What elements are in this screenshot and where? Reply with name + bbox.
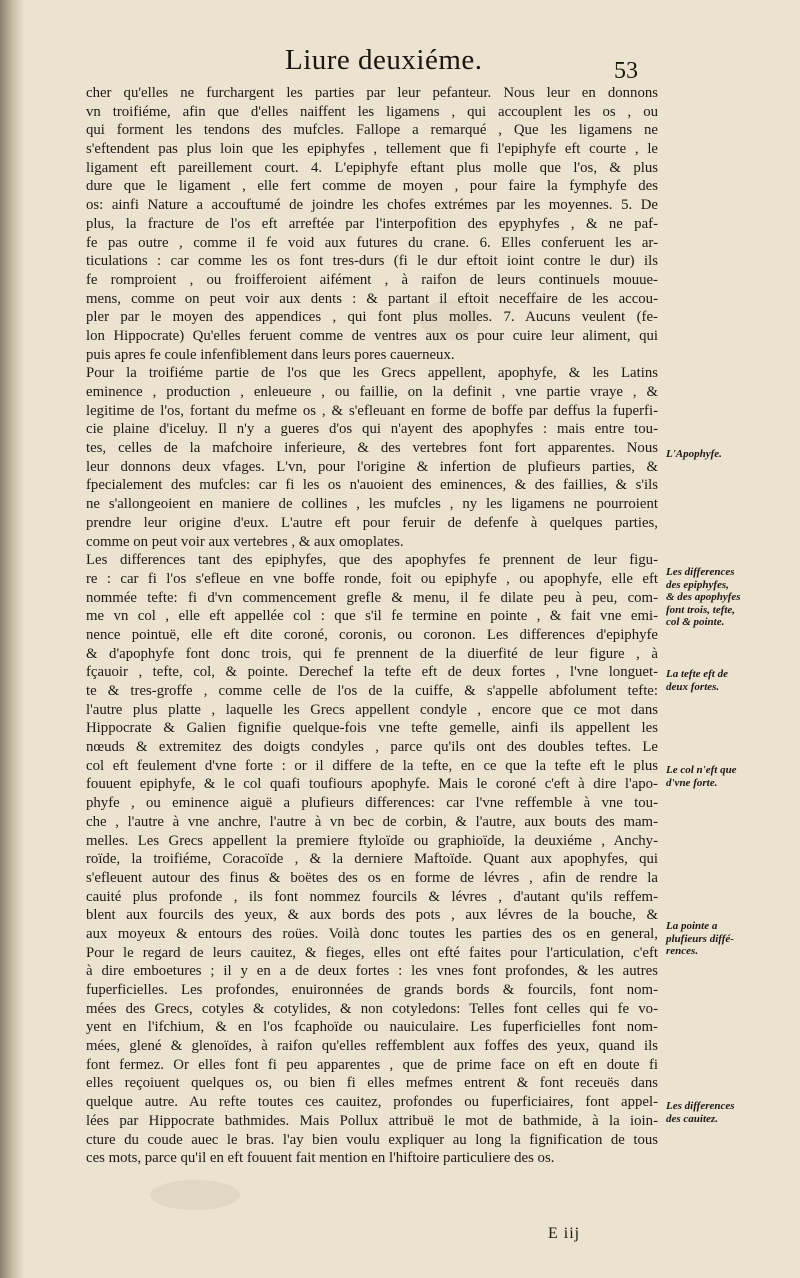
text-line: fpecialement des mufcles: car fi les os n'auoient des eminences, & des faillies, & s'ils xyxy=(86,477,658,494)
text-line: puis apres fe coule infenfiblement dans leurs pores cauerneux. xyxy=(86,346,455,363)
margin-note-line: Les differences xyxy=(666,566,735,578)
margin-note-line: des cauitez. xyxy=(666,1112,718,1125)
text-line: cture du coude auec le bras. l'ay bien voulu expliquer au long la fignification de tous xyxy=(86,1131,658,1148)
text-line: mées, glené & glenoïdes, à raifon qu'elles reffemblent aux foffes des yeux, quand ils xyxy=(86,1038,658,1055)
text-line: Les differences tant des epiphyfes, que des apophyfes fe prennent de leur figu- xyxy=(86,552,658,569)
text-line: & d'apophyfe font donc trois, qui fe prennent de la diuerfité de leur figure , à xyxy=(86,645,658,662)
text-line: font fermez. Or elles font fi peu apparentes , que de prime face on eft en doute fi xyxy=(86,1056,658,1073)
text-line: Pour la troifiéme partie de l'os que les Grecs appellent, apophyfe, & les Latins xyxy=(86,365,658,382)
margin-note-line: La tefte eft de xyxy=(666,668,728,680)
text-line: Hippocrate & Galien fignifie quelque-fois vne tefte gemelle, ainfi ils appellent les xyxy=(86,720,658,737)
text-line: me vn col , elle eft appellée col : que s'il fe termine en pointe , & fait vne emi- xyxy=(86,608,658,625)
text-line: plus, la fracture de l'os eft arreftée par l'interpofition des epyphyfes , & ne paf- xyxy=(86,215,658,232)
text-line: elles reçoiuent quelques os, ou bien fi elles mefmes entrent & font receuës dans xyxy=(86,1075,658,1092)
text-line: fouuent epiphyfe, & le col quafi toufiours apophyfe. Mais le coroné c'eft à dire l'apo- xyxy=(86,776,658,793)
text-line: qui forment les tendons des mufcles. Fallope a remarqué , Que les ligamens ne xyxy=(86,122,658,139)
text-line: s'eftendent pas plus loin que les epiphyfes , tellement que fi l'epiphyfe eft courte , le xyxy=(86,141,658,158)
text-line: te & tres-groffe , comme celle de l'os de la cuiffe, & s'appelle abfolument tefte: xyxy=(86,683,658,699)
margin-note xyxy=(666,566,794,629)
margin-note-line: L'Apophyfe. xyxy=(666,448,722,460)
text-line: che , l'autre à vne anchre, l'autre à vn bec de corbin, & l'autre, aux bouts des mam- xyxy=(86,813,658,830)
text-line: fe romproient , ou froifferoient aifément , à raifon de leurs continuels mouue- xyxy=(86,271,658,288)
text-line: à dire emboetures ; il y en a de deux fortes : les vnes font profondes, & les autres xyxy=(86,963,658,980)
text-line: vn troifiéme, afin que d'elles naiffent les ligamens , qui accouplent les os , ou xyxy=(86,103,658,120)
text-line: aux moyeux & entours des roües. Voilà donc toutes les parties des os en general, xyxy=(86,925,658,942)
margin-note-line: col & pointe. xyxy=(666,616,725,628)
text-line: nommée tefte: fi d'vn commencement grefle & menu, il fe dilate peu à peu, com- xyxy=(86,589,658,606)
text-line: mées des Grecs, cotyles & cotylides, & non cotyledons: Telles font celles qui fe vo- xyxy=(86,1000,658,1017)
margin-note-line: Le col n'eft que xyxy=(666,764,737,776)
text-line: dure que le ligament , elle fert comme de moyen , pour faire la fymphyfe des xyxy=(86,178,658,195)
text-line: cauité plus profonde , ils font nommez fourcils & lévres , d'autant qu'ils reffem- xyxy=(86,888,658,905)
text-line: nœuds & extremitez des doigts condyles , parce qu'ils ont des doubles teftes. Le xyxy=(86,739,658,756)
text-line: ligament eft pareillement court. 4. L'epiphyfe eftant plus molle que l'os, & plus xyxy=(86,159,658,176)
text-line: lées par Hippocrate bathmides. Mais Pollux attribuë le mot de bathmide, à la ioin- xyxy=(86,1112,658,1129)
margin-note-line: La pointe a xyxy=(666,920,718,932)
text-line: melles. Les Grecs appellent la premiere ftyloïde ou graphioïde, la deuxiéme , Anchy- xyxy=(86,832,658,849)
text-line: pler par le moyen des appendices , qui font plus molles. 7. Aucuns veulent (fe- xyxy=(86,309,658,326)
text-line: phyfe , ou eminence aiguë a plufieurs differences: car l'vne reffemble à vne tou- xyxy=(86,795,658,812)
margin-note-line: des epiphyfes, xyxy=(666,578,729,591)
text-line: yent en l'ifchium, & en l'os fcaphoïde ou nauiculaire. Les fuperficielles font nom- xyxy=(86,1019,658,1036)
text-line: fçauoir , tefte, col, & pointe. Derechef la tefte eft de deux fortes , l'vne longuet- xyxy=(86,664,658,681)
text-line: ticulations : car comme les os font tres-durs (fi le dur eftoit ioint contre le dur) ils xyxy=(86,253,658,270)
text-line: lon Hippocrate) Qu'elles feruent comme de ventres aux os pour cuire leur aliment, qui xyxy=(86,327,658,344)
text-line: nence pointuë, elle eft dite coroné, coronis, ou coronon. Les differences d'epiphyfe xyxy=(86,626,658,643)
text-line: mens, comme on peut voir aux dents : & partant il eftoit neceffaire de les accou- xyxy=(86,290,658,307)
text-line: ne s'allongeoient en maniere de collines , les mufcles , ny les ligamens ne pourroient xyxy=(86,496,658,513)
text-line: quelque autre. Au refte toutes ces cauitez, profondes ou fuperficiaires, font appel- xyxy=(86,1094,658,1111)
page-spine-shadow xyxy=(0,0,24,1278)
text-line: l'autre plus platte , laquelle les Grecs appellent condyle , encore que ce mot dans xyxy=(86,701,658,718)
margin-note-line: Les differences xyxy=(666,1100,735,1112)
margin-note xyxy=(666,1100,794,1125)
text-line: legitime de l'os, fortant du mefme os , & s'efleuant en forme de boffe par deffus la fuperfi- xyxy=(86,402,658,419)
text-line: comme on peut voir aux vertebres , & aux omoplates. xyxy=(86,533,404,550)
text-line: cher qu'elles ne furchargent les parties par leur pefanteur. Nous leur en donnons xyxy=(86,85,658,101)
page-number: 53 xyxy=(614,58,638,84)
text-line: cie plaine d'iceluy. Il n'y a gueres d'os qui n'ayent des apophyfes : mais entre tou- xyxy=(86,421,658,438)
text-line: Pour le regard de leurs cauitez, & fieges, elles ont efté faites pour l'articulation, c'eft xyxy=(86,944,658,961)
text-line: re : car fi l'os s'efleue en vne boffe ronde, foit ou epiphyfe , ou apophyfe, elle eft xyxy=(86,570,658,587)
main-text xyxy=(86,84,658,1168)
text-line: ces mots, parce qu'il en eft fouuent fait mention en l'hiftoire particuliere des os. xyxy=(86,1150,555,1167)
margin-note xyxy=(666,668,794,693)
text-line: tes, celles de la mafchoire inferieure, & des vertebres font fort apparentes. Nous xyxy=(86,440,658,457)
text-line: s'efleuent autour des finus & boëtes des os en forme de lévres , afin de rendre la xyxy=(86,869,658,886)
signature-mark: E iij xyxy=(548,1225,581,1242)
margin-note xyxy=(666,764,794,789)
margin-note xyxy=(666,920,794,958)
text-line: os: ainfi Nature a accouftumé de joindre les chofes extrémes par les moyennes. 5. De xyxy=(86,197,658,214)
text-line: leur donnons deux vfages. L'vn, pour l'origine & infertion de plufieurs parties, & xyxy=(86,458,658,475)
text-line: col eft feulement d'vne forte : or il differe de la tefte, en ce que la tefte eft le plus xyxy=(86,757,658,774)
margin-note-line: plufieurs diffé- xyxy=(666,932,734,945)
text-line: fe pas outre , comme il fe void aux futures du crane. 6. Elles conferuent les ar- xyxy=(86,234,658,251)
text-line: roïde, la troifiéme, Coracoïde , & la derniere Maftoïde. Quant aux apophyfes, qui xyxy=(86,851,658,868)
text-line: blent aux fourcils des yeux, & aux bords des pots , aux lévres de la bouche, & xyxy=(86,907,658,924)
margin-note xyxy=(666,448,794,461)
margin-note-line: & des apophyfes xyxy=(666,591,741,603)
running-header: Liure deuxiéme. xyxy=(285,44,483,76)
margin-note-line: deux fortes. xyxy=(666,680,720,693)
text-line: prendre leur origine d'eux. L'autre eft pour feruir de defenfe à quelques parties, xyxy=(86,514,658,531)
margin-note-line: font trois, tefte, xyxy=(666,603,736,616)
margin-note-line: d'vne forte. xyxy=(666,776,718,789)
margin-note-line: rences. xyxy=(666,945,699,957)
text-line: eminence , production , enleueure , ou faillie, on la definit , vne partie vraye , & xyxy=(86,384,658,400)
text-line: fuperficielles. Les profondes, enuironnées de grands bords & fourcils, font nom- xyxy=(86,982,658,998)
paper-stain xyxy=(150,1180,240,1210)
